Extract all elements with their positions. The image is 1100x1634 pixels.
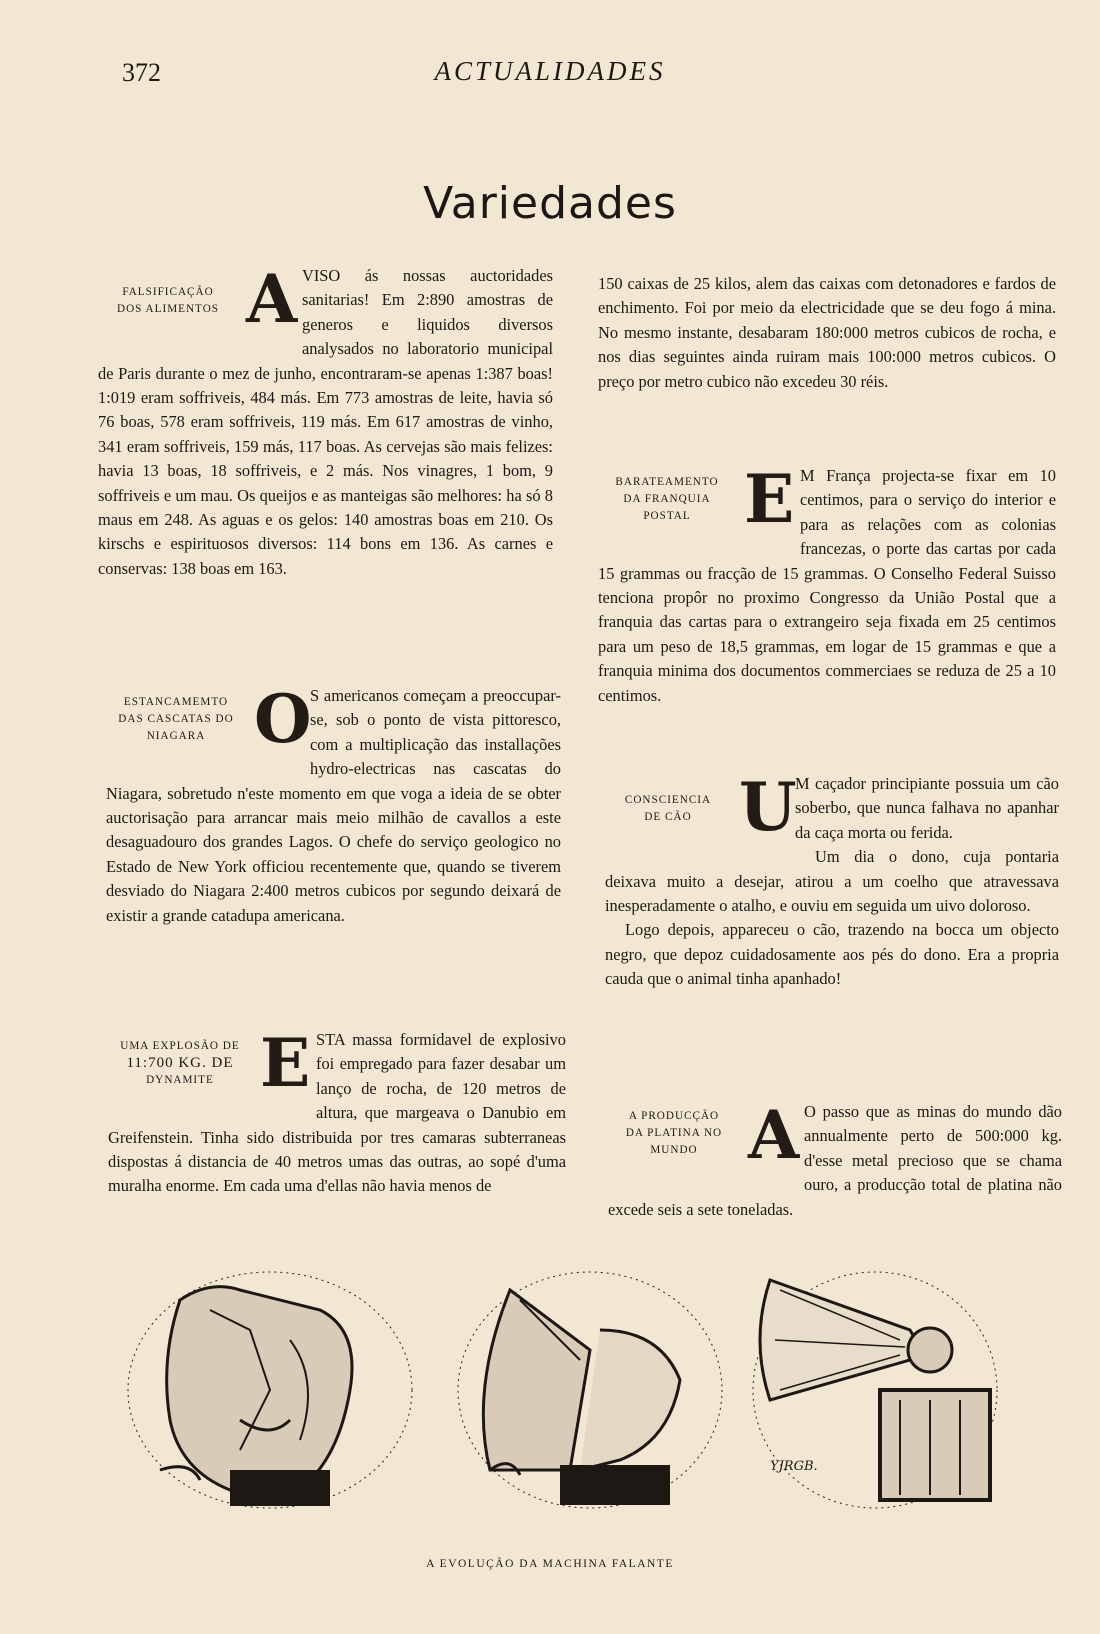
sidenote-line: A PRODUCÇÃO [628,1110,720,1122]
article-text: Um dia o dono, cuja pontaria deixava muito a desejar, atirou a um coelho que atravessava inesperadamente o atalho, e ouviu em seguida um uivo doloroso. [605,847,1059,916]
dropcap-letter: U [739,768,797,846]
article-text: VISO ás nossas auctoridades sanitarias! Em 2:890 amostras de generos e liquidos diversos analysados no laboratorio municipal de Paris durante o mez de junho, encontraram-se apenas 1:387 boas! 1:019 eram soffriveis, 484 más. Em 773 amostras de leite, havia só 76 boas, 578 eram soffriveis, 119 más. Em 617 amostras de vinho, 341 eram soffriveis, 159 más, 117 boas. As cervejas são mais felizes: havia 13 boas, 18 soffriveis, e 2 más. Nos vinagres, 1 bom, 9 soffriveis e um mau. Os queijos e as manteigas são melhores: ha só 8 maus em 248. As aguas e os gelos: 140 amostras boas em 210. Os kirschs e espirituosos diversos: 114 bons em 136. As carnes e conservas: 138 boas em 163. [98,266,553,578]
sidenote-line: BARATEAMENTO [615,476,719,488]
dropcap-letter: O [254,680,312,758]
dropcap-letter: A [246,260,298,338]
article-text: O passo que as minas do mundo dão annualmente perto de 500:000 kg. d'esse metal precioso que se chama ouro, a producção total de platina não excede seis a sete toneladas. [608,1102,1062,1219]
dropcap-a [246,260,298,342]
sidenote-line: MUNDO [650,1144,698,1156]
article-text: S americanos começam a preoccupar-se, sob o ponto de vista pittoresco, com a multiplicação das installações hydro-electricas nas cascatas do Niagara, sobretudo n'este momento em que voga a ideia de se obter auctorisação para arrancar mais meio milhão de cavallos a este desaguadouro dos grandes Lagos. O chefe do serviço geologico no Estado de New York officiou recentemente que, quando se tiverem desviado do Niagara 2:400 metros cubicos por segundo deixará de existir a grande catadupa americana. [106,686,561,925]
sidenote-barateamento [598,474,736,525]
sidenote-consciencia [605,792,731,826]
article-text: M caçador principiante possuia um cão soberbo, que nunca falhava no apanhar da caça morta ou ferida. [795,774,1059,842]
article-platina [608,1096,1062,1222]
sidenote-line: UMA EXPLOSÃO DE [120,1040,240,1052]
sidenote-line: DAS CASCATAS DO [118,713,234,725]
article-explosao [108,1024,566,1199]
sidenote-falsificacao [98,284,238,318]
dropcap-u [739,768,797,850]
sidenote-line: ESTANCAMEMTO [123,696,229,708]
illustration-caption: A EVOLUÇÃO DA MACHINA FALANTE [426,1558,674,1570]
article-consciencia [605,768,1059,992]
article-text: 150 caixas de 25 kilos, alem das caixas com detonadores e fardos de enchimento. Foi por meio da electricidade que se deu fogo á mina. No mesmo instante, desabaram 180:000 metros cubicos de rocha, e nos dias seguintes ainda ruiram mais 100:000 metros cubicos. O preço por metro cubico não excedeu 30 réis. [598,274,1056,391]
dropcap-o [254,680,312,762]
sidenote-line: DE CÃO [644,811,692,823]
illustration-panel-3 [750,1270,1000,1510]
sidenote-explosao [108,1038,252,1089]
article-barateamento [598,460,1056,708]
sidenote-line: DA FRANQUIA [623,493,711,505]
article-explosao-continuation [598,272,1056,394]
article-text: Logo depois, appareceu o cão, trazendo na bocca um objecto negro, que depoz cuidadosamente aos pés do dono. Era a propria cauda que o animal tinha apanhado! [605,920,1059,989]
article-falsificacao [98,260,553,581]
sidenote-line: FALSIFICAÇÃO [122,286,214,298]
dropcap-e [744,460,795,542]
sidenote-line: DA PLATINA NO [625,1127,723,1139]
running-header: ACTUALIDADES [434,56,666,86]
illustration-panel-2 [450,1270,730,1510]
section-title: Variedades [423,178,677,229]
illustration-strip [120,1270,1000,1570]
illustration-panel-1 [120,1270,420,1510]
sidenote-line: CONSCIENCIA [624,794,712,806]
article-estancamento [106,680,561,928]
dropcap-letter: E [744,460,795,538]
dropcap-e [260,1024,311,1106]
sidenote-line: 11:700 KG. DE [126,1055,234,1071]
dropcap-letter: A [748,1096,800,1174]
sidenote-platina [608,1108,740,1159]
sidenote-line: DOS ALIMENTOS [117,303,219,315]
dropcap-letter: E [260,1024,311,1102]
sidenote-line: NIAGARA [146,730,206,742]
sidenote-line: DYNAMITE [146,1074,214,1086]
page-number: 372 [122,58,161,87]
illustration-signature: YJRGB. [770,1459,818,1474]
dropcap-a [748,1096,800,1178]
sidenote-line: POSTAL [643,510,691,522]
article-text: M França projecta-se fixar em 10 centimos, para o serviço do interior e para as relações com as colonias francezas, o porte das cartas por cada 15 grammas ou fracção de 15 grammas. O Conselho Federal Suisso tenciona propôr no proximo Congresso da União Postal que a franquia das cartas para o extrangeiro seja fixada em 25 centimos para um peso de 18,5 grammas, em logar de 15 grammas e que a franquia minima dos documentos commerciaes se reduza de 25 a 10 centimos. [598,466,1056,705]
sidenote-estancamento [106,694,246,745]
article-text: STA massa formidavel de explosivo foi empregado para fazer desabar um lanço de rocha, de 120 metros de altura, que margeava o Danubio em Greifenstein. Tinha sido distribuida por tres camaras subterraneas dispostas á distancia de 40 metros umas das outras, ao sopé d'uma muralha enorme. Em cada uma d'ellas não havia menos de [108,1030,566,1196]
